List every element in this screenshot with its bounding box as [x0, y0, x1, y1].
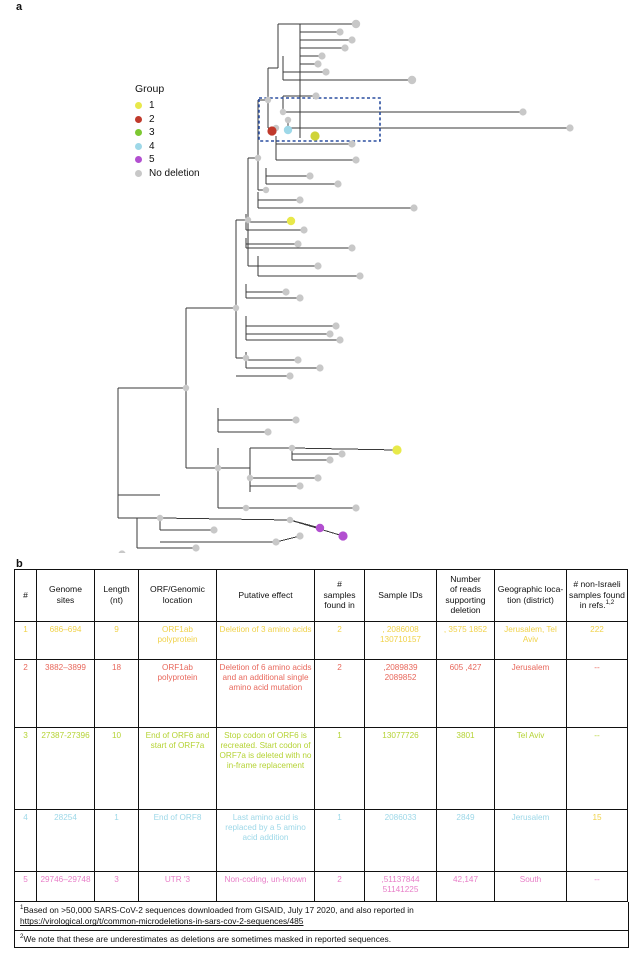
column-header-geography: Geographic loca- tion (district)	[495, 570, 567, 622]
footnote-1	[15, 902, 628, 930]
table-body	[15, 621, 628, 901]
cell-number: 1	[15, 621, 37, 659]
table-row	[15, 871, 628, 901]
table-header-row	[15, 570, 628, 622]
cell-samples-found-in: 1	[315, 809, 365, 871]
tip-group-4	[284, 126, 292, 134]
tip-group-1b	[287, 217, 295, 225]
legend-item-5	[133, 153, 243, 166]
legend-color-swatch-5	[135, 156, 142, 163]
cell-orf-location: End of ORF8	[139, 809, 217, 871]
legend-item-no-deletion	[133, 167, 243, 180]
legend-label-3: 3	[149, 127, 155, 138]
tip-group-5b	[338, 531, 347, 540]
legend-color-swatch-2	[135, 116, 142, 123]
cell-genome-sites: 686–694	[37, 621, 95, 659]
cell-number: 2	[15, 659, 37, 727]
cell-putative-effect: Stop codon of ORF6 is recreated. Start codon of ORF7a is deleted with no in-frame replacement	[217, 727, 315, 809]
panel-a-label: a	[16, 1, 23, 13]
table-footnotes	[14, 902, 629, 948]
panel-b-label: b	[16, 558, 23, 570]
cell-non-israeli: --	[567, 871, 628, 901]
legend-color-swatch-1	[135, 102, 142, 109]
cell-length: 18	[95, 659, 139, 727]
cell-putative-effect: Deletion of 3 amino acids	[217, 621, 315, 659]
cell-genome-sites: 29746–29748	[37, 871, 95, 901]
cell-samples-found-in: 2	[315, 621, 365, 659]
footnote-2-text: We note that these are underestimates as deletions are sometimes masked in reported sequences.	[23, 933, 392, 944]
legend-label-2: 2	[149, 113, 155, 125]
legend-color-swatch-3	[135, 129, 142, 136]
cell-orf-location: UTR '3	[139, 871, 217, 901]
cell-genome-sites: 28254	[37, 809, 95, 871]
legend-item-4	[133, 140, 243, 153]
cell-samples-found-in: 2	[315, 871, 365, 901]
cell-non-israeli: --	[567, 727, 628, 809]
cell-orf-location: End of ORF6 and start of ORF7a	[139, 727, 217, 809]
cell-samples-found-in: 1	[315, 727, 365, 809]
cell-reads: 3801	[437, 727, 495, 809]
phylogenetic-tree-panel	[0, 8, 640, 553]
cell-non-israeli: 222	[567, 621, 628, 659]
table-row	[15, 621, 628, 659]
group-legend	[133, 83, 243, 180]
column-header-length: Length (nt)	[95, 570, 139, 622]
cell-reads: 42,147	[437, 871, 495, 901]
cell-length: 10	[95, 727, 139, 809]
cell-sample-ids: 13077726	[365, 727, 437, 809]
cell-sample-ids: 2086033	[365, 809, 437, 871]
cell-orf-location: ORF1ab polyprotein	[139, 621, 217, 659]
cell-number: 5	[15, 871, 37, 901]
cell-number: 3	[15, 727, 37, 809]
column-header-samples-found-in: # samples found in	[315, 570, 365, 622]
column-header-putative-effect: Putative effect	[217, 570, 315, 622]
footnote-1-text: Based on >50,000 SARS-CoV-2 sequences downloaded from GISAID, July 17 2020, and also reported in	[23, 904, 414, 915]
column-header-reads: Number of reads supporting deletion	[437, 570, 495, 622]
cell-length: 9	[95, 621, 139, 659]
footnote-1-marker: 1	[20, 904, 24, 912]
table-header	[15, 570, 628, 622]
cell-putative-effect: Deletion of 6 amino acids and an additional single amino acid mutation	[217, 659, 315, 727]
tree-highlight-box	[259, 98, 380, 141]
cell-reads: 2849	[437, 809, 495, 871]
cell-non-israeli: 15	[567, 809, 628, 871]
legend-label-4: 4	[149, 140, 155, 152]
cell-non-israeli: --	[567, 659, 628, 727]
tip-group-1c	[392, 445, 401, 454]
legend-item-1	[133, 99, 243, 112]
deletions-table	[14, 569, 628, 902]
cell-length: 1	[95, 809, 139, 871]
cell-putative-effect: Last amino acid is replaced by a 5 amino acid addition	[217, 809, 315, 871]
column-header-genome-sites: Genome sites	[37, 570, 95, 622]
cell-reads: 605 ,427	[437, 659, 495, 727]
cell-sample-ids: ,51137844 51141225	[365, 871, 437, 901]
legend-label-no-deletion: No deletion	[149, 167, 200, 179]
column-header-number: #	[15, 570, 37, 622]
cell-geography: Jerusalem	[495, 809, 567, 871]
cell-geography: Tel Aviv	[495, 727, 567, 809]
legend-label-1: 1	[149, 100, 155, 111]
cell-genome-sites: 3882–3899	[37, 659, 95, 727]
legend-item-3	[133, 126, 243, 139]
footnote-2	[15, 930, 628, 947]
deletions-table-panel	[14, 569, 627, 948]
phylogenetic-tree	[0, 8, 640, 553]
cell-reads: , 3575 1852	[437, 621, 495, 659]
cell-orf-location: ORF1ab polyprotein	[139, 659, 217, 727]
cell-sample-ids: , 2086008 130710157	[365, 621, 437, 659]
cell-geography: South	[495, 871, 567, 901]
cell-number: 4	[15, 809, 37, 871]
tip-group-2	[267, 126, 276, 135]
table-row	[15, 659, 628, 727]
column-header-sample-ids: Sample IDs	[365, 570, 437, 622]
column-header-non-israeli: # non-Israeli samples found in refs.$^{1,2}$	[567, 570, 628, 622]
legend-item-2	[133, 113, 243, 126]
cell-genome-sites: 27387-27396	[37, 727, 95, 809]
column-header-orf-location: ORF/Genomic location	[139, 570, 217, 622]
legend-label-5: 5	[149, 154, 155, 165]
cell-geography: Jerusalem	[495, 659, 567, 727]
legend-title: Group	[135, 83, 165, 95]
footnote-2-marker: 2	[20, 932, 24, 940]
tip-group-5a	[316, 524, 324, 532]
cell-geography: Jerusalem, Tel Aviv	[495, 621, 567, 659]
table-row	[15, 727, 628, 809]
cell-putative-effect: Non-coding, un-known	[217, 871, 315, 901]
cell-sample-ids: ,2089839 2089852	[365, 659, 437, 727]
tip-group-1a	[310, 131, 319, 140]
legend-color-swatch-no-deletion	[135, 170, 142, 177]
footnote-1-url[interactable]: https://virological.org/t/common-microdeletions-in-sars-cov-2-sequences/485	[20, 916, 304, 927]
table-row	[15, 809, 628, 871]
legend-color-swatch-4	[135, 143, 142, 150]
cell-length: 3	[95, 871, 139, 901]
cell-samples-found-in: 2	[315, 659, 365, 727]
